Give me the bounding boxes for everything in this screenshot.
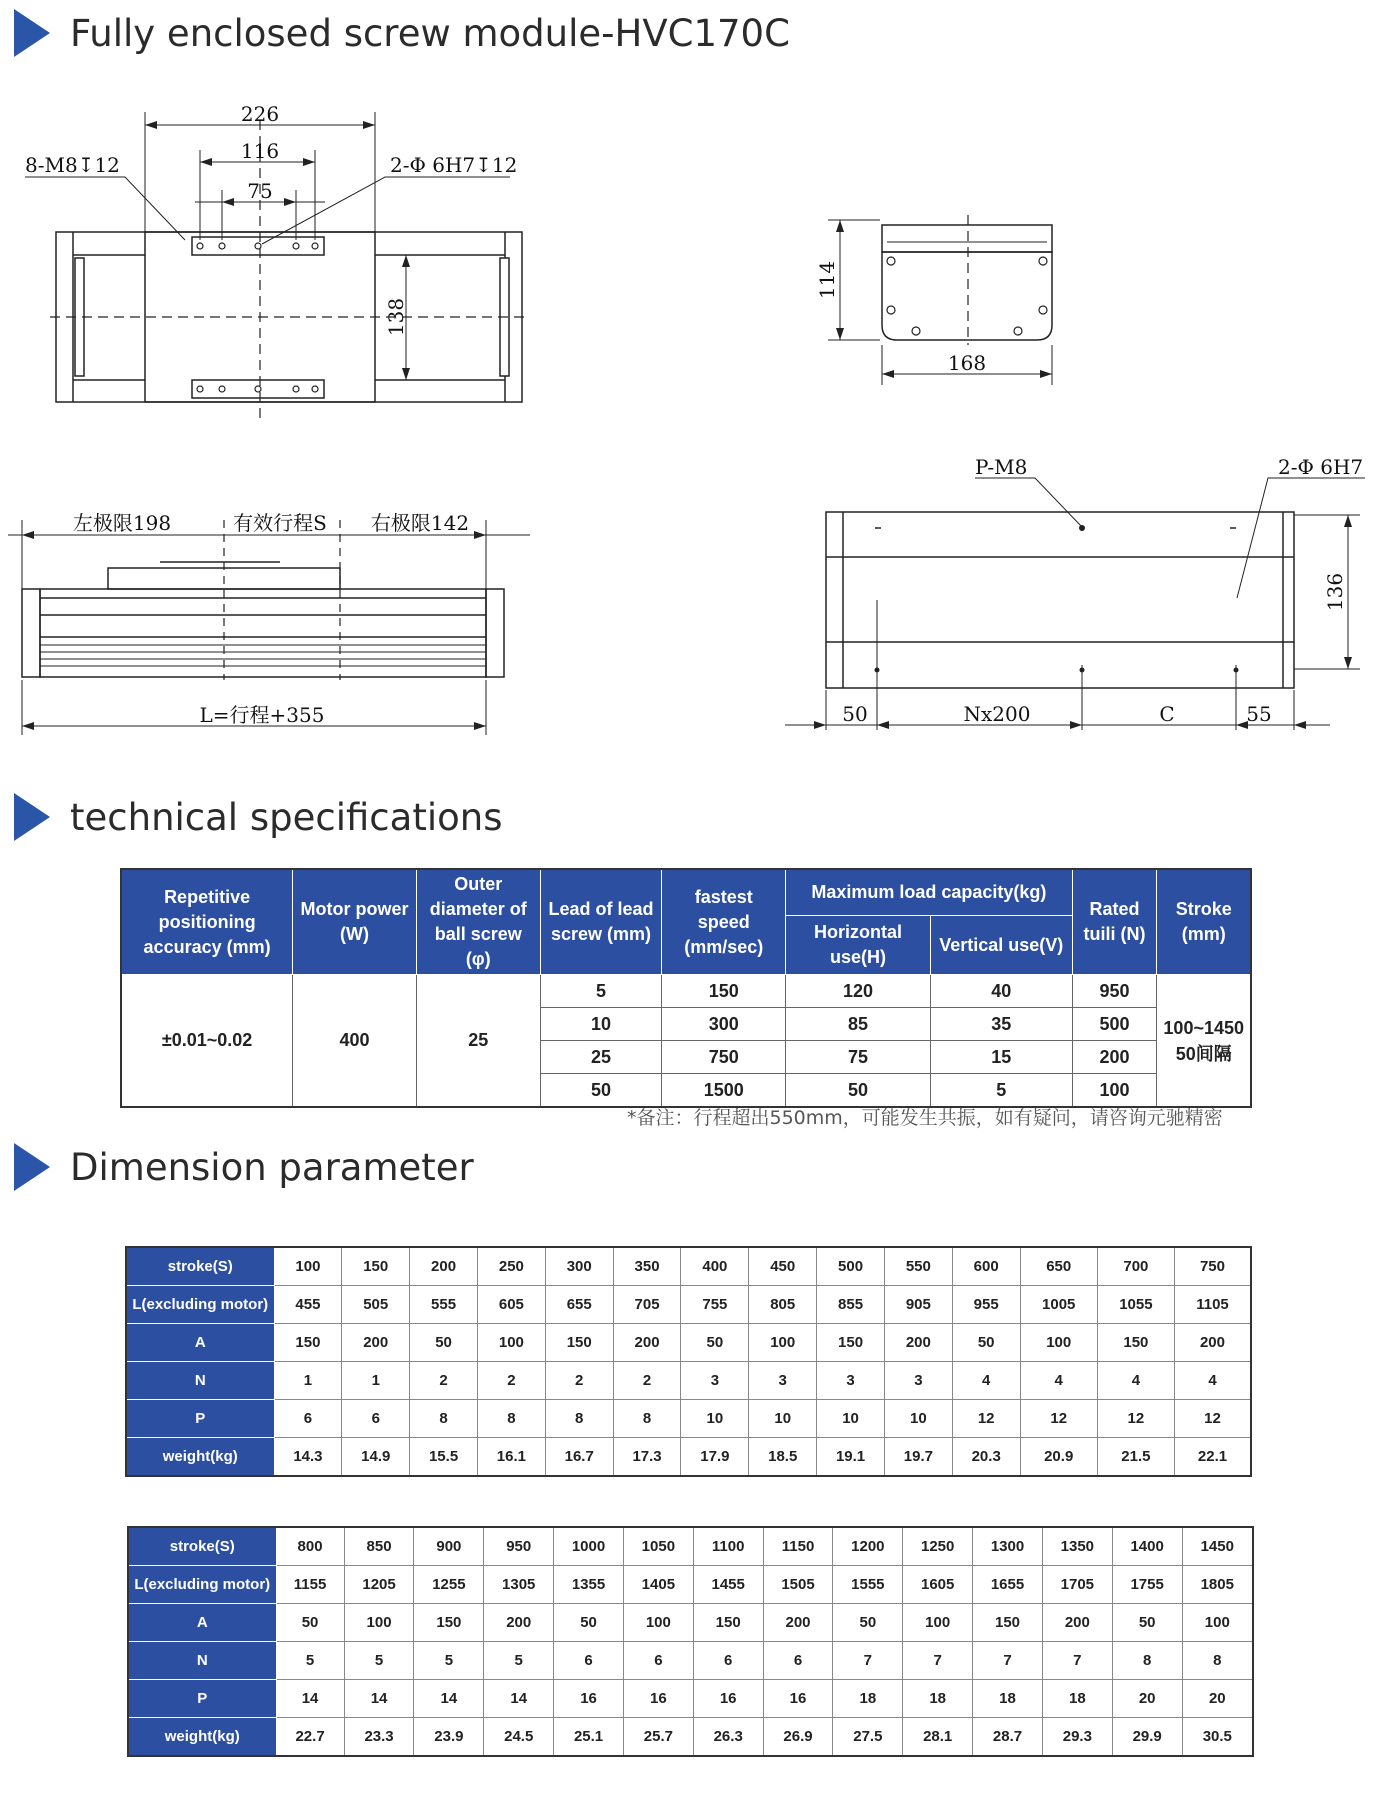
table-cell: 300 <box>545 1247 613 1286</box>
table-cell: 4 <box>952 1362 1020 1400</box>
table-cell: 6 <box>623 1642 693 1680</box>
table-cell: 200 <box>1042 1604 1112 1642</box>
table-cell: 1705 <box>1042 1566 1112 1604</box>
table-cell: 1305 <box>484 1566 554 1604</box>
row-label: A <box>126 1324 274 1362</box>
table-cell: 505 <box>342 1286 410 1324</box>
dim-226: 226 <box>240 102 280 126</box>
table-cell: 750 <box>1174 1247 1251 1286</box>
table-cell: 18 <box>903 1680 973 1718</box>
row-label: stroke(S) <box>126 1247 274 1286</box>
header-stroke: Stroke (mm) <box>1157 869 1251 975</box>
table-cell: 20 <box>1112 1680 1182 1718</box>
row-label: stroke(S) <box>128 1527 276 1566</box>
table-cell: 8 <box>477 1400 545 1438</box>
table-cell: 1055 <box>1097 1286 1174 1324</box>
table-cell: 30.5 <box>1182 1718 1253 1757</box>
table-cell: 8 <box>613 1400 681 1438</box>
table-cell: 7 <box>973 1642 1043 1680</box>
stroke-label: 有效行程S <box>233 511 327 535</box>
table-cell: 100 <box>749 1324 817 1362</box>
table-cell: 1655 <box>973 1566 1043 1604</box>
table-cell: 3 <box>681 1362 749 1400</box>
table-cell: 8 <box>1182 1642 1253 1680</box>
table-cell: 50 <box>554 1604 624 1642</box>
table-cell: 18 <box>833 1680 903 1718</box>
table-cell: 16 <box>693 1680 763 1718</box>
table-cell: 1155 <box>276 1566 344 1604</box>
rated-cell: 200 <box>1072 1041 1157 1074</box>
table-cell: 20.3 <box>952 1438 1020 1477</box>
table-cell: 1300 <box>973 1527 1043 1566</box>
table-cell: 7 <box>833 1642 903 1680</box>
table-cell: 24.5 <box>484 1718 554 1757</box>
table-cell: 705 <box>613 1286 681 1324</box>
table-cell: 4 <box>1174 1362 1251 1400</box>
table-cell: 14.9 <box>342 1438 410 1477</box>
table-cell: 18 <box>1042 1680 1112 1718</box>
header-power: Motor power (W) <box>293 869 417 975</box>
speed-cell: 150 <box>662 975 786 1008</box>
table-cell: 17.9 <box>681 1438 749 1477</box>
table-cell: 16.7 <box>545 1438 613 1477</box>
table-cell: 1 <box>274 1362 342 1400</box>
table-cell: 5 <box>414 1642 484 1680</box>
header-diameter: Outer diameter of ball screw (φ) <box>416 869 540 975</box>
accuracy-value: ±0.01~0.02 <box>121 975 293 1108</box>
rated-cell: 500 <box>1072 1008 1157 1041</box>
row-label: P <box>128 1680 276 1718</box>
table-cell: 100 <box>344 1604 414 1642</box>
table-cell: 27.5 <box>833 1718 903 1757</box>
table-cell: 12 <box>1174 1400 1251 1438</box>
table-cell: 450 <box>749 1247 817 1286</box>
table-cell: 7 <box>903 1642 973 1680</box>
table-cell: 17.3 <box>613 1438 681 1477</box>
speed-cell: 300 <box>662 1008 786 1041</box>
length-label: L=行程+355 <box>199 703 325 727</box>
spec-note: *备注：行程超出550mm，可能发生共振，如有疑问，请咨询元驰精密 <box>627 1107 1223 1129</box>
table-cell: 2 <box>477 1362 545 1400</box>
dim-138: 138 <box>384 297 408 337</box>
section-title: Fully enclosed screw module-HVC170C <box>70 11 790 55</box>
table-cell: 2 <box>410 1362 478 1400</box>
pm8-label: P-M8 <box>975 455 1028 479</box>
lead-cell: 50 <box>540 1074 662 1108</box>
header-load-vertical: Vertical use(V) <box>930 916 1072 975</box>
dim-75: 75 <box>247 179 273 203</box>
table-cell: 955 <box>952 1286 1020 1324</box>
triangle-bullet-icon <box>14 1143 50 1191</box>
table-cell: 50 <box>276 1604 344 1642</box>
table-row <box>126 1438 1251 1477</box>
table-cell: 700 <box>1097 1247 1174 1286</box>
table-cell: 200 <box>613 1324 681 1362</box>
table-cell: 19.1 <box>817 1438 885 1477</box>
load-h-cell: 50 <box>786 1074 931 1108</box>
table-cell: 1755 <box>1112 1566 1182 1604</box>
dim-50: 50 <box>842 702 868 726</box>
dim-c: C <box>1159 702 1175 726</box>
lead-cell: 10 <box>540 1008 662 1041</box>
table-cell: 50 <box>410 1324 478 1362</box>
table-cell: 550 <box>884 1247 952 1286</box>
table-cell: 605 <box>477 1286 545 1324</box>
table-row <box>126 1286 1251 1324</box>
table-cell: 10 <box>817 1400 885 1438</box>
table-cell: 100 <box>1020 1324 1097 1362</box>
header-load-horizontal: Horizontal use(H) <box>786 916 931 975</box>
dim-nx200: Nx200 <box>963 702 1031 726</box>
table-cell: 14 <box>344 1680 414 1718</box>
table-cell: 1150 <box>763 1527 833 1566</box>
header-lead: Lead of lead screw (mm) <box>540 869 662 975</box>
table-cell: 8 <box>545 1400 613 1438</box>
table-cell: 200 <box>484 1604 554 1642</box>
table-cell: 100 <box>1182 1604 1253 1642</box>
table-cell: 23.3 <box>344 1718 414 1757</box>
hole-callout-left: 8-M8↧12 <box>25 153 120 177</box>
header-rated: Rated tuili (N) <box>1072 869 1157 975</box>
row-label: L(excluding motor) <box>128 1566 276 1604</box>
table-cell: 2 <box>545 1362 613 1400</box>
table-cell: 805 <box>749 1286 817 1324</box>
table-cell: 3 <box>817 1362 885 1400</box>
table-cell: 150 <box>817 1324 885 1362</box>
section-header-dimensions <box>14 1140 474 1194</box>
section-title: technical specifications <box>70 795 503 839</box>
table-cell: 28.1 <box>903 1718 973 1757</box>
row-label: weight(kg) <box>128 1718 276 1757</box>
load-v-cell: 5 <box>930 1074 1072 1108</box>
table-cell: 1000 <box>554 1527 624 1566</box>
table-cell: 1400 <box>1112 1527 1182 1566</box>
power-value: 400 <box>293 975 417 1108</box>
table-cell: 6 <box>763 1642 833 1680</box>
table-cell: 19.7 <box>884 1438 952 1477</box>
table-row <box>128 1566 1253 1604</box>
table-cell: 150 <box>342 1247 410 1286</box>
table-cell: 455 <box>274 1286 342 1324</box>
table-cell: 1805 <box>1182 1566 1253 1604</box>
table-row <box>126 1247 1251 1286</box>
spec-table <box>120 868 1252 1108</box>
stroke-value: 100~1450 50间隔 <box>1157 975 1251 1108</box>
table-cell: 3 <box>749 1362 817 1400</box>
table-cell: 1355 <box>554 1566 624 1604</box>
table-cell: 600 <box>952 1247 1020 1286</box>
table-cell: 4 <box>1097 1362 1174 1400</box>
table-cell: 5 <box>344 1642 414 1680</box>
dim-116: 116 <box>240 139 280 163</box>
row-label: P <box>126 1400 274 1438</box>
table-cell: 10 <box>681 1400 749 1438</box>
load-h-cell: 120 <box>786 975 931 1008</box>
table-cell: 14 <box>484 1680 554 1718</box>
pin-label: 2-Φ 6H7 <box>1278 455 1364 479</box>
speed-cell: 750 <box>662 1041 786 1074</box>
dim-168: 168 <box>947 351 987 375</box>
table-cell: 12 <box>1097 1400 1174 1438</box>
table-cell: 200 <box>763 1604 833 1642</box>
table-cell: 29.3 <box>1042 1718 1112 1757</box>
table-cell: 10 <box>884 1400 952 1438</box>
row-label: N <box>126 1362 274 1400</box>
table-cell: 555 <box>410 1286 478 1324</box>
table-cell: 26.9 <box>763 1718 833 1757</box>
dimension-table-1 <box>125 1246 1252 1477</box>
row-label: A <box>128 1604 276 1642</box>
table-cell: 1505 <box>763 1566 833 1604</box>
table-cell: 1250 <box>903 1527 973 1566</box>
table-cell: 1200 <box>833 1527 903 1566</box>
table-cell: 12 <box>1020 1400 1097 1438</box>
table-row <box>128 1527 1253 1566</box>
load-v-cell: 40 <box>930 975 1072 1008</box>
table-cell: 6 <box>342 1400 410 1438</box>
table-cell: 16.1 <box>477 1438 545 1477</box>
table-cell: 50 <box>1112 1604 1182 1642</box>
table-cell: 25.7 <box>623 1718 693 1757</box>
table-cell: 250 <box>477 1247 545 1286</box>
header-accuracy: Repetitive positioning accuracy (mm) <box>121 869 293 975</box>
table-row <box>126 1362 1251 1400</box>
dim-55: 55 <box>1246 702 1272 726</box>
table-cell: 4 <box>1020 1362 1097 1400</box>
table-cell: 650 <box>1020 1247 1097 1286</box>
table-cell: 200 <box>342 1324 410 1362</box>
table-cell: 14 <box>276 1680 344 1718</box>
table-cell: 200 <box>1174 1324 1251 1362</box>
table-cell: 1405 <box>623 1566 693 1604</box>
table-cell: 500 <box>817 1247 885 1286</box>
table-cell: 100 <box>477 1324 545 1362</box>
table-cell: 2 <box>613 1362 681 1400</box>
table-cell: 15.5 <box>410 1438 478 1477</box>
table-cell: 950 <box>484 1527 554 1566</box>
table-cell: 100 <box>274 1247 342 1286</box>
table-cell: 25.1 <box>554 1718 624 1757</box>
table-cell: 150 <box>414 1604 484 1642</box>
table-cell: 1100 <box>693 1527 763 1566</box>
table-cell: 20 <box>1182 1680 1253 1718</box>
row-label: N <box>128 1642 276 1680</box>
table-row <box>126 1400 1251 1438</box>
table-cell: 26.3 <box>693 1718 763 1757</box>
rated-cell: 100 <box>1072 1074 1157 1108</box>
table-cell: 1455 <box>693 1566 763 1604</box>
table-cell: 1350 <box>1042 1527 1112 1566</box>
table-cell: 1555 <box>833 1566 903 1604</box>
table-cell: 28.7 <box>973 1718 1043 1757</box>
table-cell: 150 <box>1097 1324 1174 1362</box>
table-cell: 850 <box>344 1527 414 1566</box>
table-cell: 800 <box>276 1527 344 1566</box>
table-cell: 1205 <box>344 1566 414 1604</box>
table-row <box>128 1604 1253 1642</box>
table-cell: 100 <box>623 1604 693 1642</box>
section-title: Dimension parameter <box>70 1145 474 1189</box>
table-cell: 150 <box>545 1324 613 1362</box>
header-speed: fastest speed (mm/sec) <box>662 869 786 975</box>
table-cell: 12 <box>952 1400 1020 1438</box>
table-cell: 50 <box>952 1324 1020 1362</box>
lead-cell: 25 <box>540 1041 662 1074</box>
table-cell: 200 <box>410 1247 478 1286</box>
table-cell: 1255 <box>414 1566 484 1604</box>
table-row <box>128 1642 1253 1680</box>
table-cell: 6 <box>554 1642 624 1680</box>
table-cell: 5 <box>484 1642 554 1680</box>
table-cell: 1005 <box>1020 1286 1097 1324</box>
table-row <box>126 1324 1251 1362</box>
table-cell: 6 <box>693 1642 763 1680</box>
load-v-cell: 15 <box>930 1041 1072 1074</box>
table-cell: 150 <box>973 1604 1043 1642</box>
table-cell: 3 <box>884 1362 952 1400</box>
load-h-cell: 75 <box>786 1041 931 1074</box>
table-cell: 8 <box>1112 1642 1182 1680</box>
table-cell: 23.9 <box>414 1718 484 1757</box>
dim-136: 136 <box>1323 572 1347 612</box>
table-cell: 8 <box>410 1400 478 1438</box>
lead-cell: 5 <box>540 975 662 1008</box>
table-cell: 18.5 <box>749 1438 817 1477</box>
row-label: weight(kg) <box>126 1438 274 1477</box>
table-row <box>128 1718 1253 1757</box>
table-cell: 1605 <box>903 1566 973 1604</box>
left-limit-label: 左极限198 <box>72 511 172 535</box>
table-cell: 14.3 <box>274 1438 342 1477</box>
table-cell: 200 <box>884 1324 952 1362</box>
rated-cell: 950 <box>1072 975 1157 1008</box>
table-cell: 1050 <box>623 1527 693 1566</box>
table-cell: 22.7 <box>276 1718 344 1757</box>
load-h-cell: 85 <box>786 1008 931 1041</box>
dimension-table-2 <box>127 1526 1254 1757</box>
table-cell: 350 <box>613 1247 681 1286</box>
load-v-cell: 35 <box>930 1008 1072 1041</box>
table-cell: 20.9 <box>1020 1438 1097 1477</box>
table-cell: 21.5 <box>1097 1438 1174 1477</box>
table-cell: 755 <box>681 1286 749 1324</box>
triangle-bullet-icon <box>14 793 50 841</box>
diameter-value: 25 <box>416 975 540 1108</box>
table-cell: 905 <box>884 1286 952 1324</box>
table-cell: 150 <box>274 1324 342 1362</box>
table-cell: 1450 <box>1182 1527 1253 1566</box>
header-load: Maximum load capacity(kg) <box>786 869 1072 916</box>
table-cell: 900 <box>414 1527 484 1566</box>
table-cell: 10 <box>749 1400 817 1438</box>
right-limit-label: 右极限142 <box>370 511 470 535</box>
dim-114: 114 <box>815 260 839 300</box>
hole-callout-right: 2-Φ 6H7↧12 <box>390 153 518 177</box>
table-cell: 14 <box>414 1680 484 1718</box>
table-cell: 400 <box>681 1247 749 1286</box>
table-cell: 29.9 <box>1112 1718 1182 1757</box>
table-cell: 150 <box>693 1604 763 1642</box>
table-cell: 16 <box>554 1680 624 1718</box>
speed-cell: 1500 <box>662 1074 786 1108</box>
table-cell: 5 <box>276 1642 344 1680</box>
table-cell: 16 <box>763 1680 833 1718</box>
table-cell: 50 <box>833 1604 903 1642</box>
table-cell: 1105 <box>1174 1286 1251 1324</box>
table-cell: 100 <box>903 1604 973 1642</box>
table-cell: 1 <box>342 1362 410 1400</box>
table-cell: 855 <box>817 1286 885 1324</box>
table-cell: 18 <box>973 1680 1043 1718</box>
table-cell: 22.1 <box>1174 1438 1251 1477</box>
table-cell: 6 <box>274 1400 342 1438</box>
technical-drawing <box>0 0 1387 760</box>
table-cell: 655 <box>545 1286 613 1324</box>
table-cell: 16 <box>623 1680 693 1718</box>
table-cell: 7 <box>1042 1642 1112 1680</box>
section-header-specs <box>14 790 502 844</box>
table-cell: 50 <box>681 1324 749 1362</box>
row-label: L(excluding motor) <box>126 1286 274 1324</box>
table-row <box>128 1680 1253 1718</box>
